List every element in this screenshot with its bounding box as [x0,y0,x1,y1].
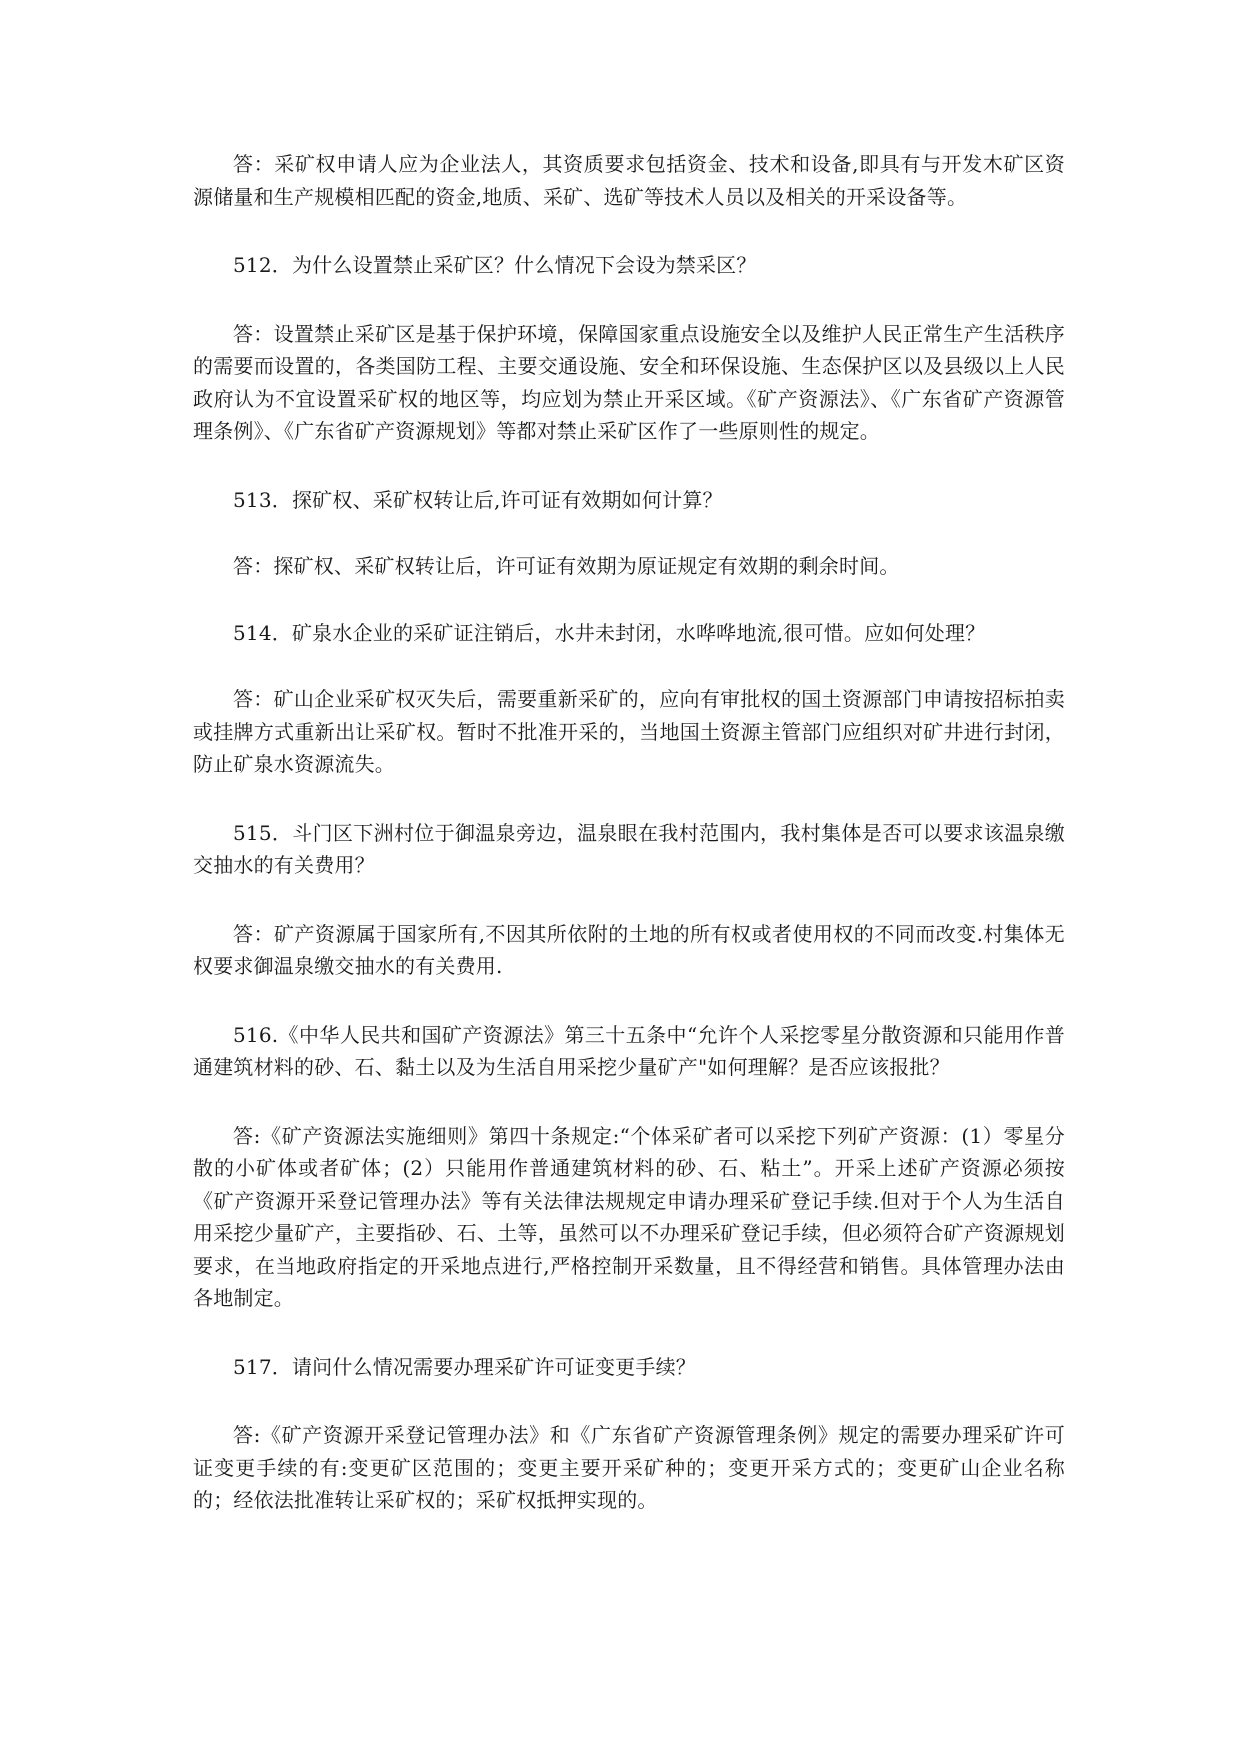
answer-515: 答：矿产资源属于国家所有,不因其所依附的土地的所有权或者使用权的不同而改变.村集体无权要求御温泉缴交抽水的有关费用. [193,921,1065,978]
answer-517: 答:《矿产资源开采登记管理办法》和《广东省矿产资源管理条例》规定的需要办理采矿许可证变更手续的有:变更矿区范围的；变更主要开采矿种的；变更开采方式的；变更矿山企业名称的；经依法批准转让采矿权的；采矿权抵押实现的。 [193,1423,1065,1512]
answer-516: 答:《矿产资源法实施细则》第四十条规定:“个体采矿者可以采挖下列矿产资源：(1）零星分散的小矿体或者矿体；(2）只能用作普通建筑材料的砂、石、粘土”。开采上述矿产资源必须按《矿产资源开采登记管理办法》等有关法律法规规定申请办理采矿登记手续.但对于个人为生活自用采挖少量矿产，主要指砂、石、土等，虽然可以不办理采矿登记手续，但必须符合矿产资源规划要求，在当地政府指定的开采地点进行,严格控制开采数量，且不得经营和销售。具体管理办法由各地制定。 [193,1123,1065,1310]
question-515: 515．斗门区下洲村位于御温泉旁边，温泉眼在我村范围内，我村集体是否可以要求该温泉缴交抽水的有关费用？ [193,820,1065,877]
answer-512: 答：设置禁止采矿区是基于保护环境，保障国家重点设施安全以及维护人民正常生产生活秩序的需要而设置的，各类国防工程、主要交通设施、安全和环保设施、生态保护区以及县级以上人民政府认为不宜设置采矿权的地区等，均应划为禁止开采区域。《矿产资源法》、《广东省矿产资源管理条例》、《广东省矿产资源规划》等都对禁止采矿区作了一些原则性的规定。 [193,321,1065,443]
question-512: 512．为什么设置禁止采矿区？什么情况下会设为禁采区？ [233,253,757,277]
answer-513: 答：探矿权、采矿权转让后，许可证有效期为原证规定有效期的剩余时间。 [233,554,900,578]
question-517: 517．请问什么情况需要办理采矿许可证变更手续？ [233,1354,696,1379]
question-516: 516.《中华人民共和国矿产资源法》第三十五条中“允许个人采挖零星分散资源和只能用作普通建筑材料的砂、石、黏土以及为生活自用采挖少量矿产"如何理解？是否应该报批？ [193,1022,1065,1079]
question-513: 513．探矿权、采矿权转让后,许可证有效期如何计算？ [233,487,723,512]
answer-511: 答：采矿权申请人应为企业法人，其资质要求包括资金、技术和设备,即具有与开发木矿区资源储量和生产规模相匹配的资金,地质、采矿、选矿等技术人员以及相关的开采设备等。 [193,152,1065,209]
document-body [193,148,1065,1517]
answer-514: 答：矿山企业采矿权灭失后，需要重新采矿的，应向有审批权的国土资源部门申请按招标拍卖或挂牌方式重新出让采矿权。暂时不批准开采的，当地国土资源主管部门应组织对矿井进行封闭，防止矿泉水资源流失。 [193,687,1065,776]
question-514: 514．矿泉水企业的采矿证注销后，水井未封闭，水哗哗地流,很可惜。应如何处理？ [233,620,986,645]
